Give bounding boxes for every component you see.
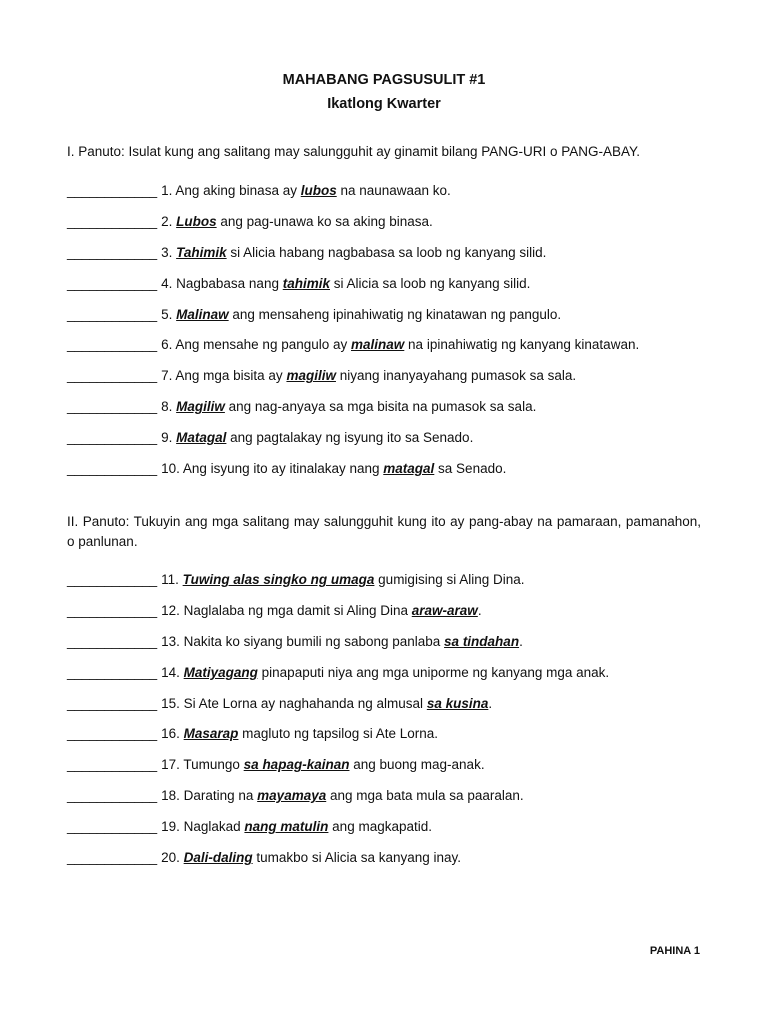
question-text-after: na ipinahiwatig ng kanyang kinatawan. — [404, 337, 640, 353]
question-item — [67, 632, 727, 663]
question-text-after: si Alicia habang nagbabasa sa loob ng kanyang silid. — [226, 244, 547, 260]
question-text-before: 9. — [161, 430, 177, 446]
question-item — [67, 601, 727, 632]
question-text-before: 19. Naglakad — [161, 819, 245, 835]
question-text-after: si Alicia sa loob ng kanyang silid. — [329, 275, 531, 291]
question-item — [67, 335, 727, 366]
question-text-after: sa Senado. — [434, 461, 507, 477]
question-item — [67, 274, 727, 305]
question-text-after: gumigising si Aling Dina. — [374, 572, 525, 587]
question-text-after: tumakbo si Alicia sa kanyang inay. — [252, 850, 462, 866]
underlined-keyword: Masarap — [183, 726, 239, 742]
question-item — [67, 755, 727, 786]
question-item — [67, 366, 727, 397]
underlined-keyword: sa tindahan — [444, 633, 520, 649]
underlined-keyword: nang matulin — [244, 819, 329, 835]
question-item — [67, 212, 727, 243]
question-item — [67, 243, 727, 274]
underlined-keyword: Dali-daling — [183, 850, 253, 866]
underlined-keyword: sa kusina — [426, 695, 489, 711]
underlined-keyword: Tuwing alas singko ng umaga — [182, 572, 375, 587]
question-text-before: 5. — [161, 306, 177, 322]
answer-blank[interactable]: ____________ — [67, 275, 158, 291]
page-number: PAHINA 1 — [649, 945, 700, 957]
question-item — [67, 663, 727, 694]
underlined-keyword: Matagal — [176, 430, 227, 446]
underlined-keyword: araw-araw — [411, 602, 478, 618]
page-title: MAHABANG PAGSUSULIT #1 — [282, 72, 486, 88]
part1-list — [67, 181, 727, 490]
question-text-after: ang magkapatid. — [328, 819, 432, 835]
question-text-after: ang nag-anyaya sa mga bisita na pumasok sa sala. — [224, 399, 537, 415]
question-text-after: na naunawaan ko. — [336, 183, 451, 198]
underlined-keyword: sa hapag-kainan — [243, 757, 350, 773]
question-item — [67, 428, 727, 459]
underlined-keyword: Matiyagang — [183, 664, 258, 680]
answer-blank[interactable]: ____________ — [67, 664, 158, 680]
underlined-keyword: Tahimik — [176, 244, 227, 260]
answer-blank[interactable]: ____________ — [67, 633, 158, 649]
question-item — [67, 459, 727, 490]
question-text-after: ang pag-unawa ko sa aking binasa. — [216, 213, 433, 229]
answer-blank[interactable]: ____________ — [67, 788, 158, 804]
underlined-keyword: matagal — [383, 461, 435, 477]
question-text-before: 15. Si Ate Lorna ay naghahanda ng almusal — [161, 695, 427, 711]
question-text-after: ang mga bata mula sa paaralan. — [326, 788, 524, 804]
answer-blank[interactable]: ____________ — [67, 183, 158, 198]
answer-blank[interactable]: ____________ — [67, 337, 158, 353]
question-text-before: 10. Ang isyung ito ay itinalakay nang — [161, 461, 384, 477]
question-text-after: ang mensaheng ipinahiwatig ng kinatawan ng pangulo. — [228, 306, 562, 322]
question-text-before: 16. — [161, 726, 184, 742]
question-item — [67, 817, 727, 848]
page-subtitle: Ikatlong Kwarter — [327, 96, 441, 112]
question-item — [67, 181, 727, 212]
question-item — [67, 694, 727, 725]
underlined-keyword: Malinaw — [176, 306, 229, 322]
answer-blank[interactable]: ____________ — [67, 244, 158, 260]
question-text-before: 7. Ang mga bisita ay — [161, 368, 287, 384]
question-text-before: 17. Tumungo — [161, 757, 244, 773]
answer-blank[interactable]: ____________ — [67, 572, 158, 587]
answer-blank[interactable]: ____________ — [67, 461, 158, 477]
answer-blank[interactable]: ____________ — [67, 430, 158, 446]
question-text-after: . — [477, 602, 482, 618]
question-text-after: ang pagtalakay ng isyung ito sa Senado. — [226, 430, 474, 446]
question-item — [67, 305, 727, 336]
question-text-before: 18. Darating na — [161, 788, 258, 804]
question-text-after: . — [488, 695, 493, 711]
question-text-before: 2. — [161, 213, 177, 229]
part2-instruction: II. Panuto: Tukuyin ang mga salitang may salungguhit kung ito ay pang-abay na pamaraan, pamanahon, o panlunan. — [67, 514, 701, 549]
answer-blank[interactable]: ____________ — [67, 213, 158, 229]
question-text-before: 6. Ang mensahe ng pangulo ay — [161, 337, 352, 353]
question-item — [67, 724, 727, 755]
question-text-before: 12. Naglalaba ng mga damit si Aling Dina — [161, 602, 412, 618]
question-text-before: 4. Nagbabasa nang — [161, 275, 283, 291]
question-text-before: 8. — [161, 399, 177, 415]
question-text-after: ang buong mag-anak. — [349, 757, 485, 773]
question-text-before: 13. Nakita ko siyang bumili ng sabong panlaba — [161, 633, 445, 649]
answer-blank[interactable]: ____________ — [67, 726, 158, 742]
underlined-keyword: lubos — [300, 183, 337, 198]
answer-blank[interactable]: ____________ — [67, 695, 158, 711]
question-text-before: 1. Ang aking binasa ay — [161, 183, 301, 198]
question-text-before: 14. — [161, 664, 184, 680]
part2-list — [67, 570, 727, 879]
question-text-before: 11. — [161, 572, 183, 587]
question-text-after: niyang inanyayahang pumasok sa sala. — [335, 368, 577, 384]
answer-blank[interactable]: ____________ — [67, 602, 158, 618]
underlined-keyword: Magiliw — [176, 399, 225, 415]
answer-blank[interactable]: ____________ — [67, 757, 158, 773]
answer-blank[interactable]: ____________ — [67, 819, 158, 835]
answer-blank[interactable]: ____________ — [67, 399, 158, 415]
question-text-before: 20. — [161, 850, 184, 866]
underlined-keyword: mayamaya — [257, 788, 327, 804]
question-text-before: 3. — [161, 244, 177, 260]
question-item — [67, 786, 727, 817]
question-item — [67, 397, 727, 428]
question-text-after: . — [519, 633, 523, 649]
underlined-keyword: magiliw — [286, 368, 336, 384]
answer-blank[interactable]: ____________ — [67, 306, 158, 322]
underlined-keyword: tahimik — [282, 275, 330, 291]
question-item — [67, 848, 727, 879]
part1-instruction: I. Panuto: Isulat kung ang salitang may salungguhit ay ginamit bilang PANG-URI o PANG-ABAY. — [67, 144, 641, 159]
underlined-keyword: malinaw — [351, 337, 405, 353]
answer-blank[interactable]: ____________ — [67, 850, 158, 866]
underlined-keyword: Lubos — [176, 213, 217, 229]
question-text-after: pinapaputi niya ang mga uniporme ng kanyang mga anak. — [257, 664, 610, 680]
answer-blank[interactable]: ____________ — [67, 368, 158, 384]
question-text-after: magluto ng tapsilog si Ate Lorna. — [238, 726, 439, 742]
question-item — [67, 570, 727, 601]
